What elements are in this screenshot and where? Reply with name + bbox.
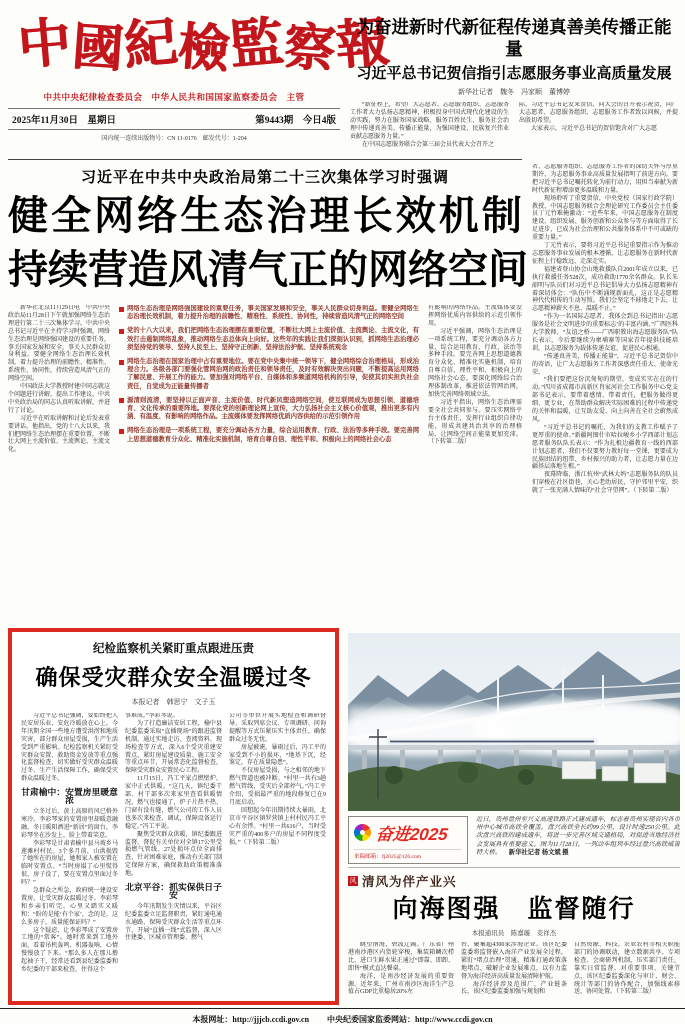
disaster-body [21,713,326,1001]
paragraph: 习近平指出，网络生态治理需要全社会共同参与。要压实网络平台主体责任，发挥行业组织自律功能，形成共建共治共享的治理格局，让网络空间正能量更加充沛。（下转第二版） [428,399,522,446]
page-footer [0,1008,685,1024]
qingfeng-column-label [348,872,457,890]
key-point [119,427,419,443]
paragraph: “我们要把这份沉甸甸的期望，变成实实在在的行动。”四川省成都市高新区肖家河社会工作服务中心党支部书记表示，要带着感情、带着责任，把服务做得更细、更专业，在帮助群众解决实际困难的过程中传递党的关怀和温暖，让互助友爱、向上向善在全社会蔚然成风。 [532,377,678,423]
pinwheel-icon [354,824,371,841]
paragraph: “作为一名国际志愿者，我体会到总书记指出‘志愿服务是社会文明进步的重要标志’的丰富内涵。”广西医科大学教师、“友谊之桥——广西职教出海志愿服务队”队长表示，今后要继续为柬埔寨等国家青年提供技能培训，以志愿服务为载体传递友谊、促进民心相通。 [532,314,678,352]
qingfeng-label: 清风为伴产业兴 [362,875,457,889]
paragraph: 者、志愿服务组织、志愿服务工作者的深切关怀与厚重期许，为志愿服务事业高质量发展指明了前进方向。要把习近平总书记嘱托转化为前行动力，用担当奉献为新时代新征程增添更多温暖和力量。 [532,164,678,194]
marine-col1 [348,942,454,1008]
politburo-col1 [8,305,110,623]
headline-char: 國 [70,18,125,79]
volunteer-intro-col-left [350,102,509,148]
marine-col3 [574,942,680,1008]
paragraph: “新征程上，希望广大志愿者、志愿服务组织、志愿服务工作者大力弘扬志愿精神，积极投身中国式现代化建设的生动实践，努力在服务国家战略、服务百姓民生、服务社会治理中传递真善美、传播正能量，为强国建设、民族复兴伟业贡献志愿服务力量。” [350,102,509,140]
paragraph: 为了打造廉洁安居工程，榆中县纪委监委采取“直插现场”的跟进监督机制，通过实地走访、查阅资料、现场检查等方式，深入6个受灾重建安置点，紧盯房屋建设质量、施工安全等重点环节，开展常态化监督检查，保障受灾群众安置民心工程。 [125,720,222,775]
key-point-text: 源清则流清，要坚持以正面声音、主流价值、时代新风塑造网络空间，使互联网成为思想引领、道德培育、文化传承的重要阵地。要深化党的创新理论网上宣传，大力弘扬社会主义核心价值观，推出更多有内涵、有温度、有影响的网络作品。主流媒体要发挥网络优质内容供给的示范引领作用 [127,396,419,421]
headline-char: 監 [227,13,286,76]
headline-char: 中 [15,13,74,76]
photo-credit: 新华社记者 杨文斌 摄 [508,848,569,856]
paragraph: 中国政法大学教授时建中同志就这个问题进行讲解，提出工作建议。中共中央政治局的同志认真听取讲解，并进行了讨论。 [8,384,110,414]
photo-caption [476,816,680,864]
caption-text: 近日，贵州盘州至兴义高速铁路正式建成通车，标志着贵州实现省内各市州中心城市高铁全覆盖。盘兴高铁全长约99公里，设计时速250公里。此次盘兴高铁的建成通车，将进一步完善区域交通格局，对促进当地经济社会发展具有重要意义。图为11月28日，一列动车组列车经过盘兴高铁威箐特大桥。 [476,816,680,856]
marine-article [348,889,680,1008]
paragraph: 习近平总书记强调，要始终把人民安居乐业、安危冷暖放在心上。今年汛期全国一些地方遭受洪涝和地质灾害，部分群众房屋受损，生产生活受到严重影响。纪检监察机关紧盯受灾群众安置、救助资金发放等重点强化监督检查，切实做好受灾群众温暖过冬、生产生活保障工作，确保受灾群众温暖过冬。 [21,713,118,783]
paragraph: 不仅房屋受损，与之相邻的地下燃气管道也被冲断。“村里一共有3趟燃气管线，受灾后全部停气。”冯工平介绍，受损最严重的地段修复已在9月底启动。 [229,768,326,806]
politburo-headline-line2 [8,245,528,295]
headline-char: 态 [223,194,264,238]
key-point [119,305,419,321]
politburo-kicker: 习近平在中共中央政治局第二十三次集体学习时强调 [80,170,449,186]
headline-char: 间 [488,248,528,292]
paragraph: 福建省登山协会山地救援队自2001年成立以来，已执行救援任务528次，成功救助1770余名群众。队长朱韶明与队员们对习近平总书记倡导大力弘扬志愿精神有着深切体会：“队伍中不断涌现新面孔，这正是志愿精神代代相传的生动写照。我们会坚定不移地走下去，让志愿精神薪火不息、温暖不止。” [532,266,678,313]
headline-char: 察 [282,18,337,79]
volunteer-main-column [532,164,678,624]
headline-char: 空 [448,248,488,292]
key-point-text: 网络生态治理是网络强国建设的重要任务，事关国家发展和安全，事关人民群众切身利益。要健全网络生态治理长效机制，着力提升治理的前瞻性、精准性、系统性、协同性，持续营造风清气正的网络空间 [127,305,419,321]
bullet-square-icon [119,360,124,365]
headline-char: 理 [309,194,350,238]
key-point [119,358,419,391]
paragraph: 丁元竹表示，要将习近平总书记重要指示作为推动志愿服务事业发展的根本遵循，让志愿服务在新时代新征程上行稳致远、走深走实。 [532,243,678,265]
headline-char: 的 [328,248,368,292]
politburo-col3 [428,305,522,623]
tree [385,766,403,784]
headline-char: 紀 [121,13,180,76]
paper-website-link[interactable]: 本报网址：http://jjjcb.ccdi.gov.cn [192,1015,310,1024]
politburo-article [8,166,528,623]
paragraph: 右，聚集超4300家涉海企业。该区纪委监委将监督嵌入海洋产业发展全过程，紧盯“堵点治理”贯通，精准打通政策落地堵点、破解企业发展难点，以有力监督为海洋经济高质量发展清障护航。 [461,942,567,980]
headline-char: 正 [288,248,328,292]
paragraph: “习近平总书记的嘱托，为我们的支教工作赋予了更厚重的使命。”新疆阿图什市哈拉峻乡小学西部计划志愿者服务队队长表示：“作为扎根边疆教育一线的西部计划志愿者，我们不仅要努力教好每一堂课，更要成为民族团结的纽带、乡村振兴的助力者，让志愿力量在边疆基层落地生根。” [532,424,678,471]
paragraph: 在中国志愿服务联合会第三届会员代表大会召开之 [362,141,495,148]
bullet-square-icon [119,398,124,403]
politburo-body [8,305,522,623]
headline-char: 机 [438,194,479,238]
paragraph: 现场聆听了重要贺信，中央党校（国家行政学院）教授、中国志愿服务联合会理论研究工作委员会主任委员丁元竹难掩激动：“近些年来，中国志愿服务在制度建设、组织发展、服务创新和公众参与等方面取得了长足进步，已成为社会治理和公共服务体系中不可或缺的重要力量。” [532,195,678,242]
volunteer-byline: 新华社记者 魏冬 冯家顺 董博婷 [458,88,570,96]
headline-char: 气 [248,248,288,292]
disaster-headline: 确保受灾群众安全温暖过冬 [35,665,312,690]
paragraph: 今年汛期发生灾情以来，平谷区纪委监委立足监督职责，紧盯通电通水通路、保障受灾群众生活等重点环节，开展“直插一线”式监督，深入区住建委、区城市管理委、燃气 [125,903,222,942]
headline-char: 持 [8,248,48,292]
photo-caption-row [348,816,680,868]
key-point [119,327,419,352]
disaster-col1 [21,713,118,1001]
paragraph: 夜幕降临，浙江杭州“武林大妈”志愿服务队的队员们穿梭在社区街巷，关心老幼居民，守护邻里平安，织就了一张充满人情味的“社会守望网”。（下转第二版） [532,472,678,495]
supervisor-line: 中共中央纪律检查委员会 中华人民共和国国家监察委员会 主管 [43,92,305,102]
volunteer-intro-col-right [519,102,678,148]
paragraph: 公司等单位开展实地检查和调研督导，采取列席会议、专项调研、问询提醒等方式压紧压实主体责任，确保群众过冬无忧。 [229,713,326,743]
headline-char: 造 [128,248,168,292]
paragraph: 新华社北京11月29日电 中共中央政治局11月28日下午就加强网络生态治理进行第二十三次集体学习。中共中央总书记习近平在主持学习时强调，网络生态治理是网络强国建设的重要任务，事关国家发展和安全，事关人民群众切身利益。要健全网络生态治理长效机制，着力提升治理的前瞻性、精准性、系统性、协同性，持续营造风清气正的网络空间。 [8,305,110,383]
paragraph: 房屋被淹、暴雨过后，冯工平的家受到不小的损坏，“地基下沉，经鉴定，存在质量隐患”。 [229,744,326,767]
publication-info: 国内统一连续出版物号：CN 11-0176 邮发代号：1-204 [101,136,247,142]
headline-char: 健 [8,194,48,238]
bullet-square-icon [119,329,124,334]
headline-char: 報 [333,13,392,76]
key-point [119,397,419,422]
fenjin-2025-badge [348,816,468,864]
paragraph: 回想起今年汛期持续大暴雨，北京市平谷区镇罗营镇上村村民冯工平心有余悸。“村里一共616户，当时受灾严重的400多户的房屋不同程度受损。”（下转第二版） [229,807,326,846]
paragraph: 李彩琴是甘肃省榆中县马坡乡马莲滩村村民。3个多月前，山洪损毁了她所在的房屋，她和家人被安置在临时安置点。“当时房塌了心里慌得很，房子没了，要在安置点里面过冬吗？” [21,840,118,887]
ccdi-website-link[interactable]: 中央纪委国家监委网站：http://www.ccdi.gov.cn [327,1015,493,1024]
headline-char: 全 [51,194,92,238]
volunteer-subheadline: 习近平总书记贺信指引志愿服务事业高质量发展 [356,65,672,82]
headline-char: 效 [395,194,436,238]
marine-headline: 向海图强 监督随行 [392,896,636,923]
paragraph: 11月15日，冯工平家点燃壁炉，家中正式供暖。“这几天，镇纪委干部、村干部多次来家里查看供暖情况，燃气也接通了，炉子片热不热、门窗有没有缝，燃气公司的工作人员也多次来检查、调试，保障设备运行稳定。”冯工平说。 [125,776,222,830]
politburo-headline-line1 [8,191,522,241]
masthead [8,10,392,142]
paragraph: 海洋，是南沙经济发展的重要资源。近年来，广州市南沙区海洋生产总值占GDP比重稳居20%左 [348,973,454,996]
paragraph: 海洋经济涉及范围广、产业链条长，该区纪委监委加强与规划和 [461,981,567,996]
tree [518,769,534,785]
paragraph: 眺望南海，碧波辽阔。广东省广州港南沙港区内货轮穿梭，集装箱鳞次栉比，进口生鲜水果正通过“即靠、即卸、即售”模式直达餐桌。 [348,942,454,972]
politburo-key-points [119,305,419,623]
headline-char: 风 [168,248,208,292]
photo-illustration [348,633,680,811]
badge-top [354,820,462,845]
paragraph: 自然资源、科技、农业农村等相关职能部门的协调联动，建立数据共享、专项检查、会商研判机制，压实部门责任，靠实日常监督。对重要事项、关键节点，该区纪委监委深化与审计、财会、统计等部门的协作配合，加强线索移送、协同处置。（下转第二版） [574,942,680,996]
newspaper-title [8,10,392,84]
paragraph: 有影响的网络作品。主流媒体要发挥网络优质内容供给的示范引领作用。 [428,305,522,327]
marine-col2 [461,942,567,1008]
dateline [8,108,340,130]
subheading: 北京平谷：抓实保供日子安 [125,882,222,900]
paragraph: 习近平强调，网络生态治理是一项系统工程，要充分调动各方力量，综合运用教育、行政、法治等多种手段。要完善网上思想道德教育分众化、精准化实施机制，培育自尊自信、理性平和、积极向上的网络社会心态。要深化网络综合治理体制改革，推进依法管网治网，加快完善网络领域立法。 [428,328,522,398]
high-speed-train [386,738,598,745]
headline-char: 治 [266,194,307,238]
volunteer-intro [350,102,678,148]
headline-char: 生 [180,194,221,238]
disaster-article-box [8,628,339,1005]
issue-number: 第9443期 今日4版 [255,116,336,126]
marine-body [348,942,680,1008]
marine-byline: 本报通讯员 陈嘉璇 麦祥杰 [471,930,557,937]
wind-stamp-icon: 风 [349,877,357,885]
tree [458,763,478,783]
disaster-byline: 本报记者 韩思宁 文子玉 [131,698,216,706]
subheading: 甘肃榆中：安置房里暖意浓 [21,787,118,806]
section-divider [8,159,522,160]
headline-char: 网 [94,194,135,238]
headline-char: 络 [408,248,448,292]
paragraph: “传递真善美，传播正能量”，习近平总书记贺信中的寄语，让广大志愿服务工作者深感责任重大、使命光荣。 [532,353,678,376]
volunteer-article-header [350,16,678,148]
paragraph: 聚焦受灾群众供暖，镇纪委跟进监督，督促有关单位对全镇17公里受损燃气管线、27处损坏点位全面排查，针对困难家庭，推动有关部门制定保障方案，确保救助政策精准落地。 [125,831,222,878]
disaster-col3 [229,713,326,1001]
disaster-kicker: 纪检监察机关紧盯重点跟进压责 [93,643,254,655]
paragraph: 习近平在听取讲解和讨论后发表重要讲话。他指出，党的十八大以来，我们把网络生态治理摆在重要位置，不断壮大网上主流价值、主流舆论、主流文化。 [8,415,110,454]
publication-date: 2025年11月30日 星期日 [12,116,116,126]
bullet-square-icon [119,307,124,312]
headline-char: 檢 [176,18,231,79]
headline-char: 长 [352,194,393,238]
paragraph: 这个疑虑，让李彩琴成了安置房工地的“常客”。她时常来到工地外面，看着吊机轰鸣、机器轰响，心情慢慢放了下来。“那么多人在那儿撸起袖子干，经常还看到县纪委监委和乡纪委的干部来检查，住得这个 [21,927,118,974]
headline-char: 网 [368,248,408,292]
paragraph: 大家表示，习近平总书记的贺信饱含对广大志愿 [531,125,658,132]
headline-char: 络 [137,194,178,238]
headline-char: 续 [48,248,88,292]
news-photo [348,633,680,811]
key-point-text: 网络生态治理在国家治理中占有重要地位。要在党中央集中统一领导下，健全网络综合治理格局，形成治理合力。各级各部门要强化管网治网的政治责任和领导责任，及时有效解决突出问题，不断提高运用网络了解民意、开展工作的能力。要加强对网络平台、自媒体和多频道网络机构的引导，促使其切实担负社会责任，自觉成为正能量传播者 [127,358,419,390]
headline-char: 制 [481,194,522,238]
key-point-text: 网络生态治理是一项系统工程，要充分调动各方力量，综合运用教育、行政、法治等多种手段。要完善网上思想道德教育分众化、精准化实施机制，培育自尊自信、理性平和、积极向上的网络社会心态 [127,427,419,443]
paragraph: 事难成。”李彩琴说。 [125,713,179,719]
key-point-text: 党的十八大以来，我们把网络生态治理摆在重要位置，不断壮大网上主流价值、主流舆论、主流文化，有效打击遏制网络乱象，推动网络生态总体向上向好。这些年的实践让我们深刻认识到，抓网络生态治理必须坚持党的领导、坚持人民至上、坚持守正创新、坚持法治护航、坚持系统观念 [127,327,419,351]
badge-title: 奋进2025 [374,825,449,844]
volunteer-headline: 为奋进新时代新征程传递真善美传播正能量 [356,17,672,59]
headline-char: 清 [208,248,248,292]
headline-char: 营 [88,248,128,292]
paragraph: 急群众之所急，政府统一建设安置房，让受灾群众温暖过冬。李彩琴和乡亲们听完，心里又踏实又暖和：“盼的是能‘有个家’，念的是，这么多房子，质量能保证吗？” [21,888,118,926]
bullet-square-icon [119,429,124,434]
paragraph: 际，习近平总书记发来贺信，向大会的召开表示祝贺，向广大志愿者、志愿服务组织、志愿服务工作者致以问候，并提出殷切希望。 [519,102,678,124]
paragraph: 立冬过后，黄土高原的风已格外寒冷。李彩琴家的安置房里却暖意融融，冬日暖阳洒进“新居”的窗台，李彩琴坐在沙发上，脸上带着笑意。 [21,808,118,839]
disaster-col2 [125,713,222,1001]
badge-email: 来稿邮箱：fj2025@126.com [354,849,462,860]
